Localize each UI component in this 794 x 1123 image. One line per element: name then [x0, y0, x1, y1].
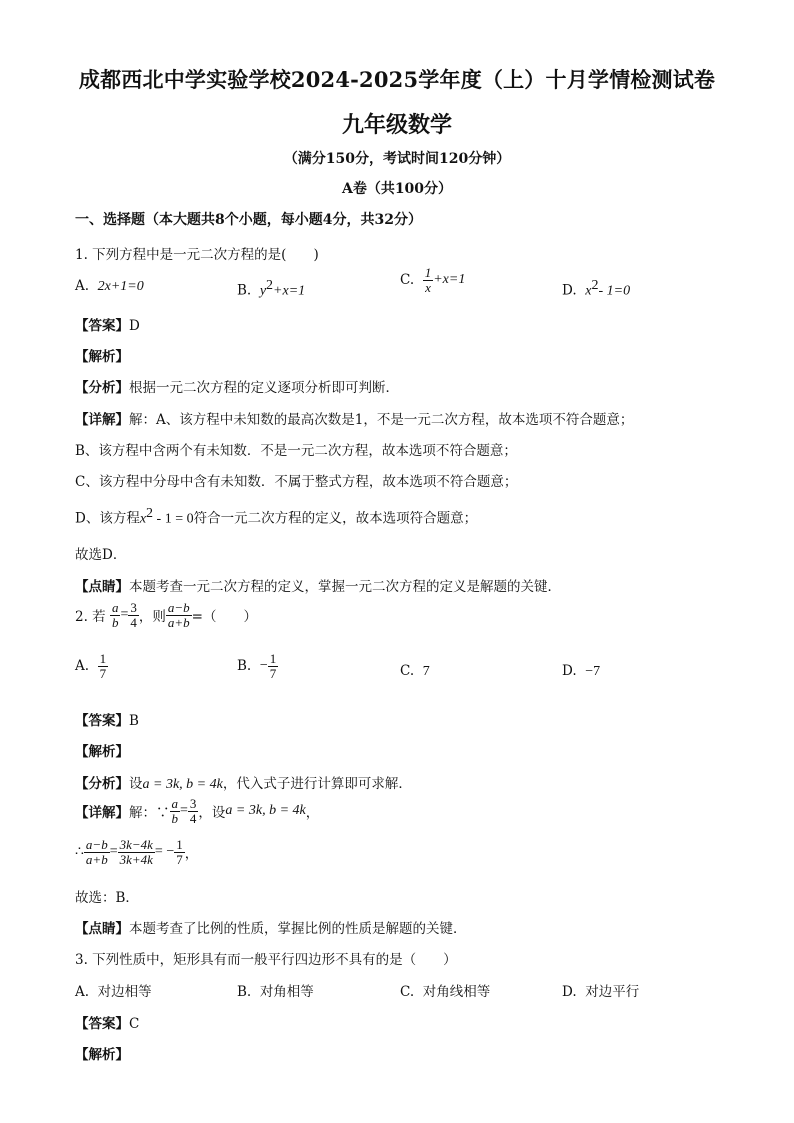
fraction-numerator: 3k−4k: [119, 837, 153, 852]
q3-answer: [75, 1012, 139, 1032]
q1-option-b: [237, 278, 305, 300]
fenxi-text: 根据一元二次方程的定义逐项分析即可判断．: [129, 380, 399, 396]
q1-option-d: [562, 278, 630, 300]
fraction-denominator: b: [111, 614, 119, 630]
detail-d-exp: 2: [146, 506, 154, 521]
q1-dianjing: [75, 575, 561, 595]
q1-option-c-fraction: [423, 266, 434, 294]
analysis-tag: 【解析】: [75, 744, 129, 760]
dianjing-text: 本题考查了比例的性质，掌握比例的性质是解题的关键．: [129, 921, 467, 937]
q2-option-c: [400, 663, 430, 680]
q1-fenxi: [75, 376, 399, 396]
fraction-numerator: a: [171, 796, 178, 811]
answer-tag: 【答案】: [75, 318, 129, 334]
fraction-denominator: 7: [99, 665, 107, 681]
fraction-denominator: a+b: [167, 614, 190, 630]
detail-tag: 【详解】: [75, 412, 129, 428]
analysis-tag: 【解析】: [75, 349, 129, 365]
q1-detail-b: B、该方程中含两个有未知数．不是一元二次方程，故本选项不符合题意；: [75, 443, 517, 459]
q3-analysis: [75, 1043, 129, 1063]
q2-dianjing: [75, 917, 467, 937]
answer-value: C: [129, 1016, 140, 1032]
dianjing-tag: 【点睛】: [75, 921, 129, 937]
q1-option-a-text: 2x+1=0: [97, 279, 144, 294]
equals-sign: =: [180, 803, 188, 819]
q1-detail-d: [75, 506, 477, 528]
q1-option-d-base: x: [585, 283, 592, 299]
q2-option-d-text: −7: [585, 664, 601, 679]
option-label: D.: [562, 663, 577, 679]
score-note: （满分150分，考试时间120分钟）: [283, 151, 511, 167]
q1-answer: [75, 314, 140, 334]
paper-a-heading: A卷（共100分）: [341, 181, 453, 197]
detail-math: a = 3k, b = 4k: [225, 803, 306, 819]
q1-detail-a: [75, 408, 633, 428]
q2-fraction-a-b: [110, 601, 121, 629]
option-label: A.: [75, 984, 90, 1000]
fraction-denominator: 7: [269, 665, 277, 681]
minus-sign: −: [259, 658, 268, 674]
solution-fraction-2: [118, 838, 155, 866]
fraction-denominator: 7: [176, 851, 183, 867]
q2-fraction-expression: [166, 601, 192, 629]
fenxi-math: a = 3k, b = 4k: [142, 777, 223, 792]
q3-option-d-text: 对边平行: [585, 984, 640, 1000]
q3-option-d: [562, 980, 639, 1000]
answer-value: D: [129, 318, 140, 334]
q2-option-b: [237, 652, 278, 680]
fraction-numerator: a: [111, 600, 119, 615]
fraction-numerator: 1: [269, 651, 277, 666]
q3-option-c: [400, 980, 490, 1000]
detail-post: ，: [305, 805, 320, 822]
answer-value: B: [129, 713, 139, 729]
option-label: C.: [400, 663, 415, 679]
analysis-tag: 【解析】: [75, 1047, 129, 1063]
fenxi-tag: 【分析】: [75, 776, 129, 792]
fraction-numerator: 1: [424, 265, 432, 280]
option-label: C.: [400, 272, 415, 289]
fraction-numerator: a−b: [167, 600, 190, 615]
solution-post: ，: [184, 846, 199, 863]
answer-tag: 【答案】: [75, 1016, 129, 1032]
fraction-denominator: 3k+4k: [119, 851, 153, 867]
solution-fraction-3: [174, 838, 185, 866]
fraction-denominator: 4: [130, 614, 137, 630]
exam-title: 成都西北中学实验学校2024-2025学年度（上）十月学情检测试卷: [78, 67, 716, 92]
fraction-denominator: b: [171, 810, 178, 826]
q1-detail-c: C、该方程中分母中含有未知数．不属于整式方程，故本选项不符合题意；: [75, 474, 518, 490]
exam-subject: 九年级数学: [341, 112, 452, 138]
q3-option-b-text: 对角相等: [259, 984, 314, 1000]
q1-option-b-base: y: [259, 283, 267, 299]
fraction-numerator: 3: [130, 600, 137, 615]
q2-stem-post: =（ ）: [191, 609, 257, 626]
fenxi-pre: 设: [129, 776, 143, 792]
q3-option-c-text: 对角线相等: [422, 984, 491, 1000]
option-label: D.: [562, 282, 577, 299]
detail-tag: 【详解】: [75, 805, 129, 822]
detail-d-base: x: [139, 511, 147, 527]
q2-fenxi: [75, 772, 412, 793]
detail-mid: ，设: [198, 805, 226, 822]
option-label: B.: [237, 282, 252, 299]
option-label: B.: [237, 984, 252, 1000]
q3-option-a-text: 对边相等: [97, 984, 152, 1000]
fenxi-tag: 【分析】: [75, 380, 129, 396]
detail-text: 解：A、该方程中未知数的最高次数是1，不是一元二次方程，故本选项不符合题意；: [129, 412, 634, 428]
section-heading: 一、选择题（本大题共8个小题，每小题4分，共32分）: [75, 212, 422, 228]
q2-answer: [75, 709, 139, 729]
answer-tag: 【答案】: [75, 713, 129, 729]
option-label: A.: [75, 658, 90, 675]
dianjing-text: 本题考查一元二次方程的定义，掌握一元二次方程的定义是解题的关键．: [129, 579, 561, 595]
fraction-numerator: 3: [189, 796, 197, 811]
q2-option-b-fraction: [268, 652, 279, 680]
fraction-numerator: a−b: [85, 837, 108, 852]
detail-fraction-3-4: [188, 797, 199, 825]
q2-analysis: [75, 740, 129, 760]
q3-option-a: [75, 980, 152, 1000]
q2-stem: [75, 601, 257, 629]
q2-stem-mid: ，则: [138, 609, 166, 626]
option-label: D.: [562, 984, 577, 1000]
q1-option-d-exp: 2: [591, 278, 599, 293]
fenxi-post: ，代入式子进行计算即可求解．: [222, 776, 412, 792]
solution-fraction-1: [84, 838, 110, 866]
q2-option-a: [75, 652, 108, 680]
q2-detail: [75, 797, 319, 825]
q1-option-d-rest: - 1=0: [598, 283, 631, 299]
q3-stem: 3. 下列性质中，矩形具有而一般平行四边形不具有的是（ ）: [75, 952, 457, 968]
equals-minus: = −: [154, 844, 175, 860]
q2-option-c-text: 7: [422, 664, 430, 679]
q2-conclusion: 故选：B．: [75, 890, 139, 906]
option-label: A.: [75, 278, 90, 294]
fraction-denominator: a+b: [85, 851, 108, 867]
q2-stem-pre: 2. 若: [75, 609, 106, 626]
q1-conclusion: 故选D．: [75, 547, 127, 563]
fraction-numerator: 1: [176, 837, 183, 852]
q2-option-d: [562, 663, 600, 680]
detail-fraction-a-b: [170, 797, 181, 825]
detail-d-pre: D、该方程: [75, 510, 140, 527]
q2-fraction-3-4: [128, 601, 139, 629]
q1-option-c-rest: +x=1: [433, 272, 466, 288]
q1-stem: 1. 下列方程中是一元二次方程的是( ): [75, 247, 319, 263]
q1-option-b-rest: +x=1: [273, 283, 306, 299]
therefore-symbol: ∴: [75, 844, 84, 860]
detail-d-post: 符合一元二次方程的定义，故本选项符合题意；: [193, 510, 478, 527]
option-label: C.: [400, 984, 415, 1000]
option-label: B.: [237, 658, 252, 675]
q1-option-a: [75, 278, 144, 295]
fraction-denominator: x: [425, 279, 431, 295]
q1-option-b-exp: 2: [266, 278, 274, 293]
dianjing-tag: 【点睛】: [75, 579, 129, 595]
equals-sign: =: [109, 844, 118, 860]
q2-solution: [75, 838, 198, 866]
q2-option-a-fraction: [98, 652, 109, 680]
equals-sign: =: [120, 607, 129, 623]
q1-analysis: [75, 345, 129, 365]
detail-d-rest: - 1 = 0: [153, 511, 194, 527]
fraction-numerator: 1: [99, 651, 107, 666]
q3-option-b: [237, 980, 314, 1000]
q1-option-c: [400, 266, 465, 294]
fraction-denominator: 4: [189, 810, 197, 826]
detail-pre: 解：∵: [129, 805, 170, 822]
